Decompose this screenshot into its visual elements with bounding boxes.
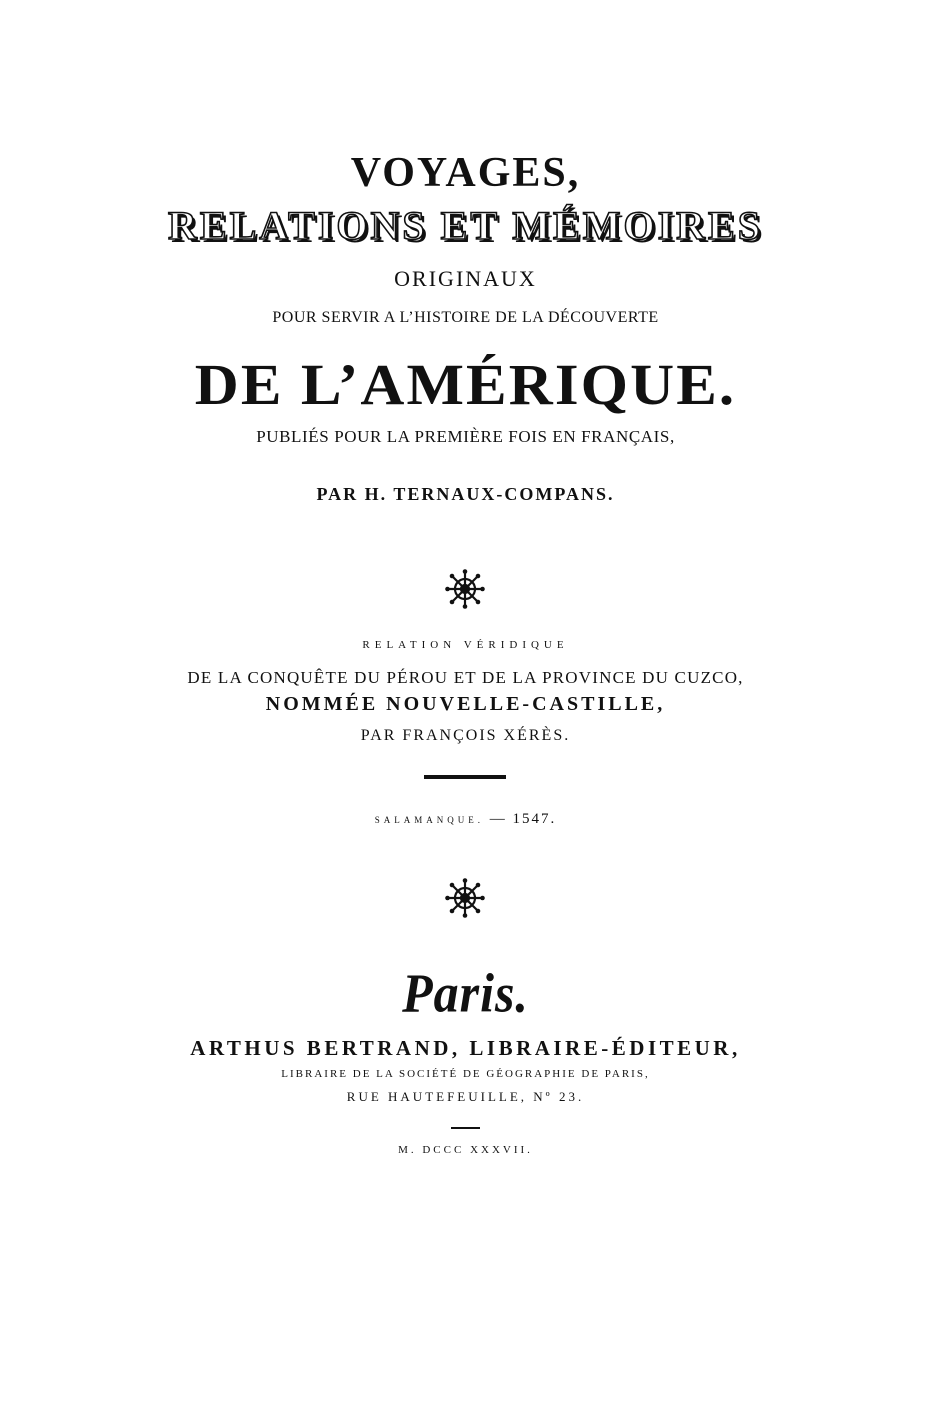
relation-veridique-heading: RELATION VÉRIDIQUE bbox=[362, 639, 569, 651]
imprint-city: Paris. bbox=[402, 962, 529, 1024]
societe-line: LIBRAIRE DE LA SOCIÉTÉ DE GÉOGRAPHIE DE PARIS, bbox=[281, 1068, 650, 1080]
conquete-line: DE LA CONQUÊTE DU PÉROU ET DE LA PROVINCE DU CUZCO, bbox=[187, 668, 744, 687]
publisher-line: ARTHUS BERTRAND, LIBRAIRE-ÉDITEUR, bbox=[190, 1036, 741, 1060]
small-divider-rule bbox=[451, 1127, 480, 1129]
subtitle-pour-servir: POUR SERVIR A L’HISTOIRE DE LA DÉCOUVERTE bbox=[272, 309, 659, 326]
ship-wheel-ornament-icon bbox=[445, 878, 485, 918]
nommee-line: NOMMÉE NOUVELLE-CASTILLE, bbox=[265, 693, 666, 715]
publication-date: M. DCCC XXXVII. bbox=[398, 1144, 533, 1156]
salamanque-text: SALAMANQUE. bbox=[374, 815, 484, 825]
author-line: PAR FRANÇOIS XÉRÈS. bbox=[360, 727, 571, 744]
subtitle-originaux: ORIGINAUX bbox=[394, 266, 537, 291]
original-imprint-line bbox=[0, 812, 931, 827]
ship-wheel-ornament-icon bbox=[445, 569, 485, 609]
title-amerique: DE L’AMÉRIQUE. bbox=[194, 352, 737, 417]
address-line: RUE HAUTEFEUILLE, Nº 23. bbox=[346, 1089, 585, 1104]
title-relations-memoires: RELATIONS ET MÉMOIRES bbox=[168, 203, 763, 248]
subtitle-publies: PUBLIÉS POUR LA PREMIÈRE FOIS EN FRANÇAIS, bbox=[256, 427, 675, 446]
original-year-text: — 1547. bbox=[489, 811, 557, 827]
editor-line: PAR H. TERNAUX-COMPANS. bbox=[316, 484, 615, 504]
title-voyages: VOYAGES, bbox=[350, 150, 581, 196]
divider-rule bbox=[424, 775, 506, 779]
